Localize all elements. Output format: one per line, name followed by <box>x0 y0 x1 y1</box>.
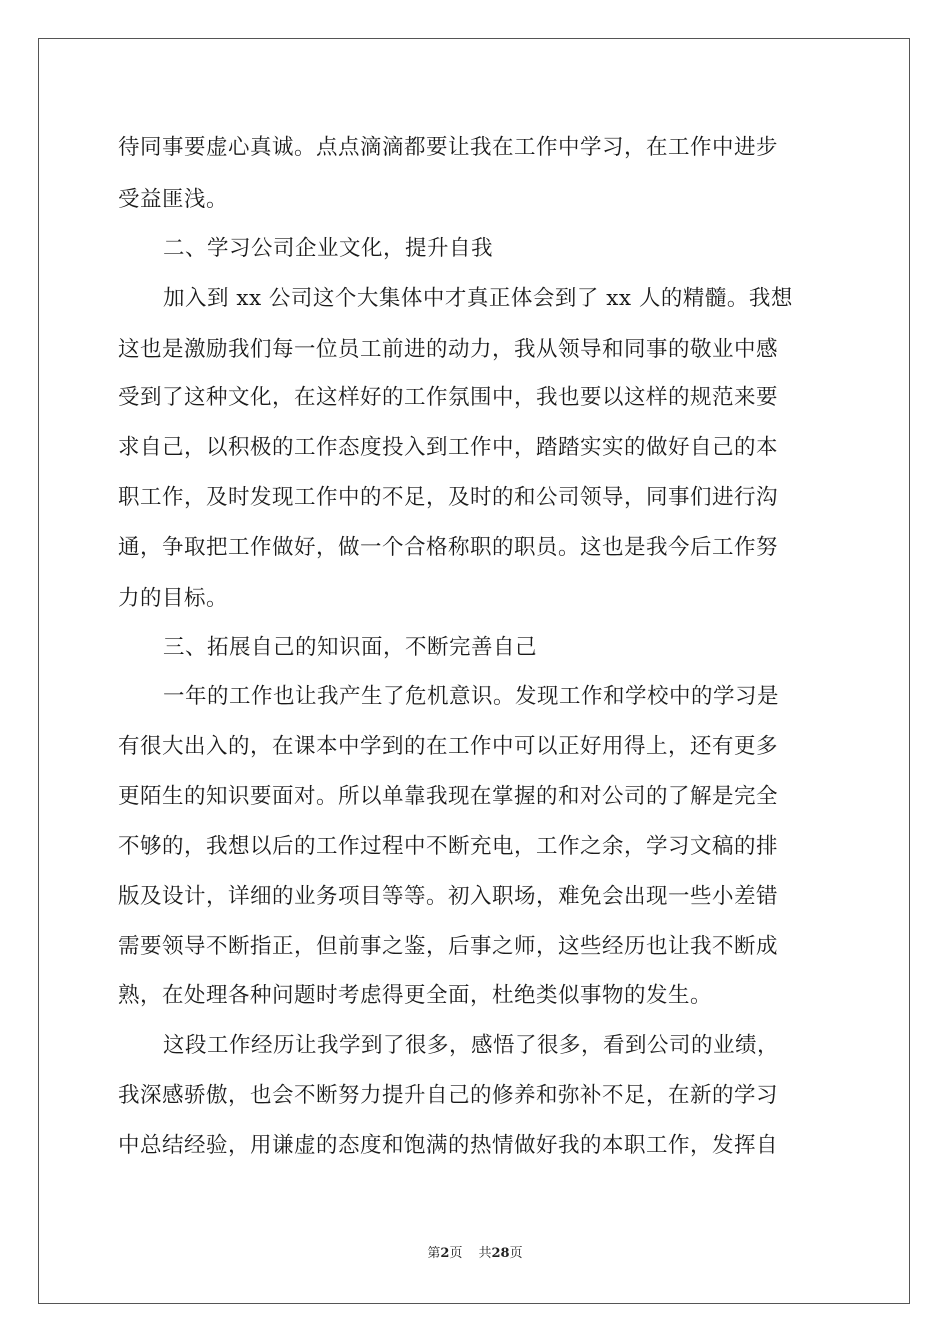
text-line: 力的目标。 <box>118 586 229 611</box>
text-line: 受到了这种文化，在这样好的工作氛围中，我也要以这样的规范来要 <box>118 385 779 410</box>
text-line: 通，争取把工作做好，做一个合格称职的职员。这也是我今后工作努 <box>118 535 779 560</box>
text-line: 职工作，及时发现工作中的不足，及时的和公司领导，同事们进行沟 <box>118 485 779 510</box>
text-line: 这也是激励我们每一位员工前进的动力，我从领导和同事的敬业中感 <box>118 337 779 362</box>
section-heading: 二、学习公司企业文化，提升自我 <box>163 236 494 261</box>
text-line: 有很大出入的，在课本中学到的在工作中可以正好用得上，还有更多 <box>118 734 779 759</box>
text-line: 需要领导不断指正，但前事之鉴，后事之师，这些经历也让我不断成 <box>118 934 779 959</box>
current-page-number: 2 <box>440 1246 450 1261</box>
text-line: 求自己，以积极的工作态度投入到工作中，踏踏实实的做好自己的本 <box>118 435 779 460</box>
total-prefix: 共 <box>478 1246 492 1261</box>
total-suffix: 页 <box>509 1246 523 1261</box>
text-line: 版及设计，详细的业务项目等等。初入职场，难免会出现一些小差错 <box>118 884 779 909</box>
text-line: 熟，在处理各种问题时考虑得更全面，杜绝类似事物的发生。 <box>118 983 713 1008</box>
page-suffix: 页 <box>449 1246 463 1261</box>
text-line: 中总结经验，用谦虚的态度和饱满的热情做好我的本职工作，发挥自 <box>118 1133 779 1158</box>
text-line: 一年的工作也让我产生了危机意识。发现工作和学校中的学习是 <box>163 684 780 709</box>
page-border <box>38 38 910 1304</box>
page-prefix: 第 <box>427 1246 441 1261</box>
text-line: 不够的，我想以后的工作过程中不断充电，工作之余，学习文稿的排 <box>118 834 779 859</box>
text-line: 待同事要虚心真诚。点点滴滴都要让我在工作中学习，在工作中进步 <box>118 135 779 160</box>
text-line: 更陌生的知识要面对。所以单靠我现在掌握的和对公司的了解是完全 <box>118 784 779 809</box>
section-heading: 三、拓展自己的知识面，不断完善自己 <box>163 635 538 660</box>
total-page-count: 28 <box>491 1246 510 1261</box>
text-line: 这段工作经历让我学到了很多，感悟了很多，看到公司的业绩， <box>163 1033 780 1058</box>
text-line: 受益匪浅。 <box>118 187 229 212</box>
page-footer <box>0 1244 950 1264</box>
text-line: 我深感骄傲，也会不断努力提升自己的修养和弥补不足，在新的学习 <box>118 1083 779 1108</box>
text-line: 加入到 xx 公司这个大集体中才真正体会到了 xx 人的精髓。我想 <box>163 286 793 311</box>
